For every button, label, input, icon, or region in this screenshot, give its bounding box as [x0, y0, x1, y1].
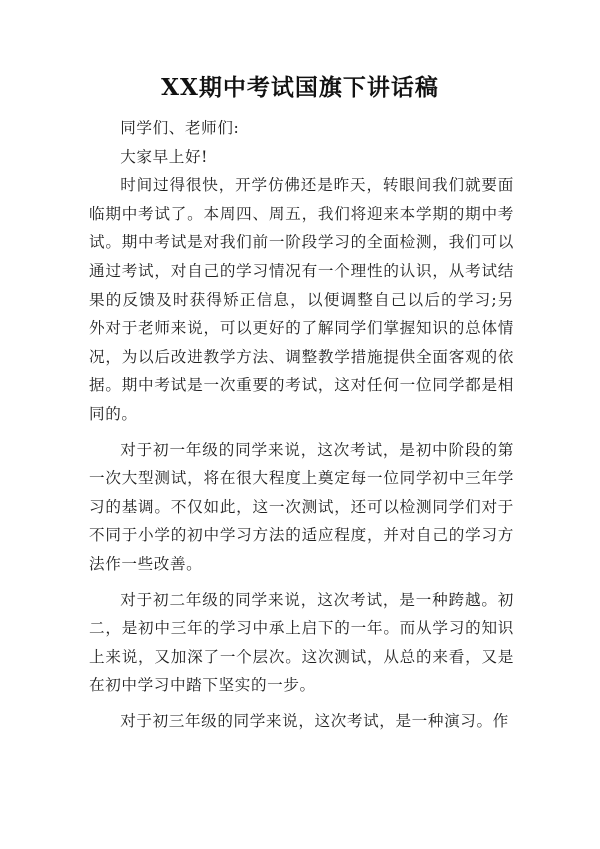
greeting: 大家早上好! — [120, 147, 209, 166]
paragraph-intro: 时间过得很快，开学仿佛还是昨天，转眼间我们就要面临期中考试了。本周四、周五，我们将迎来本学期的期中考试。期中考试是对我们前一阶段学习的全面检测，我们可以通过考试，对自己的学习情况有一个理性的认识，从考试结果的反馈及时获得矫正信息，以便调整自己以后的学习;另外对于老师来说，可以更好的了解同学们掌握知识的总体情况，为以后改进教学方法、调整教学措施提供全面客观的依据。期中考试是一次重要的考试，这对任何一位同学都是相同的。 — [89, 176, 514, 423]
paragraph-grade-two: 对于初二年级的同学来说，这次考试，是一种跨越。初二，是初中三年的学习中承上启下的一年。而从学习的知识上来说，又加深了一个层次。这次测试，从总的来看，又是在初中学习中踏下坚实的一步。 — [89, 590, 514, 695]
salutation: 同学们、老师们: — [120, 119, 240, 137]
document-title: XX期中考试国旗下讲话稿 — [161, 74, 439, 101]
paragraph-grade-three: 对于初三年级的同学来说，这次考试，是一种演习。作 — [120, 711, 509, 730]
document-body — [89, 114, 514, 735]
paragraph-grade-one: 对于初一年级的同学来说，这次考试，是初中阶段的第一次大型测试，将在很大程度上奠定每一位同学初中三年学习的基调。不仅如此，这一次测试，还可以检测同学们对于不同于小学的初中学习方法的适应程度，并对自己的学习方法作一些改善。 — [89, 440, 514, 573]
